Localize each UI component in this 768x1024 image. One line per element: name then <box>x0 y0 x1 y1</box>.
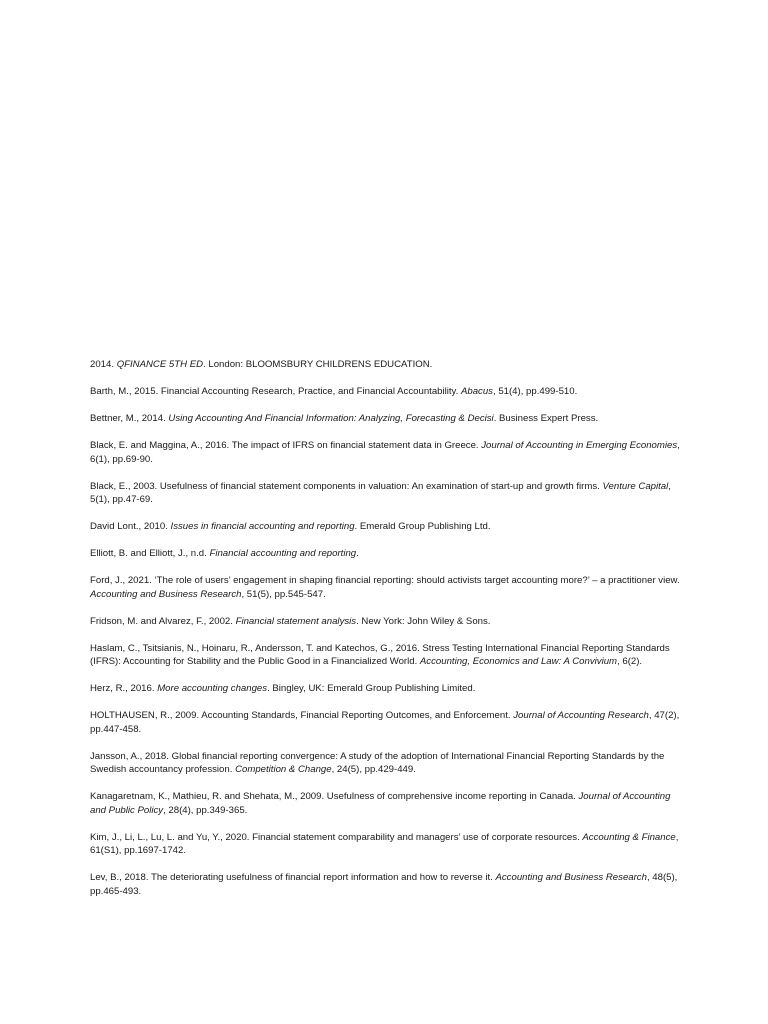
reference-text: Elliott, B. and Elliott, J., n.d. <box>90 548 210 559</box>
reference-title: Financial statement analysis <box>235 615 357 627</box>
reference-item <box>90 790 680 817</box>
reference-text: Kanagaretnam, K., Mathieu, R. and Shehata, M., 2009. Usefulness of comprehensive income reporting in Canada. <box>90 791 579 802</box>
reference-text: , 6(1), pp.69-90. <box>90 440 680 465</box>
reference-text: Kim, J., Li, L., Lu, L. and Yu, Y., 2020. Financial statement comparability and managers’ use of corporate resources. <box>90 831 583 843</box>
reference-text: 2014. <box>90 359 117 370</box>
reference-text: Bettner, M., 2014. <box>90 413 169 424</box>
reference-text: , 24(5), pp.429-449. <box>331 764 416 775</box>
reference-title: Abacus <box>460 386 493 397</box>
reference-text: Black, E. and Maggina, A., 2016. The impact of IFRS on financial statement data in Greece. <box>90 440 482 451</box>
reference-text: , 28(4), pp.349-365. <box>163 804 248 816</box>
reference-text: Fridson, M. and Alvarez, F., 2002. <box>90 615 236 627</box>
reference-item <box>90 385 680 399</box>
reference-item <box>90 547 680 561</box>
reference-title: Journal of Accounting in Emerging Economies <box>481 440 678 451</box>
reference-item <box>90 480 680 507</box>
reference-title: Competition & Change <box>235 764 332 775</box>
reference-text: Haslam, C., Tsitsianis, N., Hoinaru, R., Andersson, T. and Katechos, G., 2016. Stress Testing International Financial Reporting Standards (IFRS): Accounting for Stability and the Public Good in a Financialized World. <box>90 642 670 667</box>
reference-item <box>90 574 680 601</box>
reference-item <box>90 750 680 777</box>
reference-item <box>90 615 680 629</box>
reference-text: , 6(2). <box>617 656 643 667</box>
reference-title: Journal of Accounting Research <box>513 710 649 721</box>
reference-title: Accounting and Business Research <box>90 588 242 600</box>
reference-text: . Business Expert Press. <box>493 413 599 424</box>
reference-item <box>90 358 680 372</box>
reference-item <box>90 709 680 736</box>
reference-title: Issues in financial accounting and reporting <box>170 521 355 532</box>
reference-text: HOLTHAUSEN, R., 2009. Accounting Standards, Financial Reporting Outcomes, and Enforcement. <box>90 710 514 721</box>
reference-text: . <box>356 548 359 559</box>
reference-item <box>90 412 680 426</box>
reference-title: More accounting changes <box>157 683 268 694</box>
reference-text: , 5(1), pp.47-69. <box>90 480 671 505</box>
reference-text: Jansson, A., 2018. Global financial reporting convergence: A study of the adoption of International Financial Reporting Standards by the Swedish accountancy profession. <box>90 750 665 775</box>
reference-item <box>90 520 680 534</box>
reference-text: , 47(2), pp.447-458. <box>90 710 680 735</box>
reference-text: . New York: John Wiley & Sons. <box>356 615 491 627</box>
reference-text: Barth, M., 2015. Financial Accounting Research, Practice, and Financial Accountability. <box>90 386 461 397</box>
reference-item <box>90 831 680 858</box>
reference-text: Ford, J., 2021. ‘The role of users’ engagement in shaping financial reporting: should activists target accounting more?’ – a practitioner view. <box>90 575 680 586</box>
reference-title: Venture Capital <box>602 480 669 492</box>
reference-text: , 51(4), pp.499-510. <box>492 386 578 397</box>
reference-text: , 48(5), pp.465-493. <box>90 872 678 897</box>
reference-text: , 61(S1), pp.1697-1742. <box>90 831 679 856</box>
reference-item <box>90 642 680 669</box>
reference-title: Financial accounting and reporting <box>209 548 357 559</box>
reference-title: QFINANCE 5TH ED <box>116 359 204 370</box>
reference-title: Accounting, Economics and Law: A Convivium <box>419 656 618 667</box>
reference-title: Using Accounting And Financial Information: Analyzing, Forecasting & Decisi <box>168 413 494 424</box>
reference-text: . London: BLOOMSBURY CHILDRENS EDUCATION. <box>203 359 433 370</box>
reference-item <box>90 871 680 898</box>
reference-item <box>90 439 680 466</box>
reference-text: . Emerald Group Publishing Ltd. <box>354 521 491 532</box>
reference-title: Accounting & Finance <box>582 831 676 843</box>
reference-list <box>90 358 680 912</box>
reference-item <box>90 682 680 696</box>
reference-text: Herz, R., 2016. <box>90 683 158 694</box>
reference-title: Journal of Accounting and Public Policy <box>90 791 671 816</box>
reference-text: Lev, B., 2018. The deteriorating usefulness of financial report information and how to reverse it. <box>90 872 496 883</box>
reference-text: , 51(5), pp.545-547. <box>241 588 326 600</box>
reference-text: David Lont., 2010. <box>90 521 171 532</box>
reference-text: Black, E., 2003. Usefulness of financial statement components in valuation: An examination of start-up and growth firms. <box>90 480 603 492</box>
reference-title: Accounting and Business Research <box>495 872 647 883</box>
reference-text: . Bingley, UK: Emerald Group Publishing Limited. <box>267 683 476 694</box>
